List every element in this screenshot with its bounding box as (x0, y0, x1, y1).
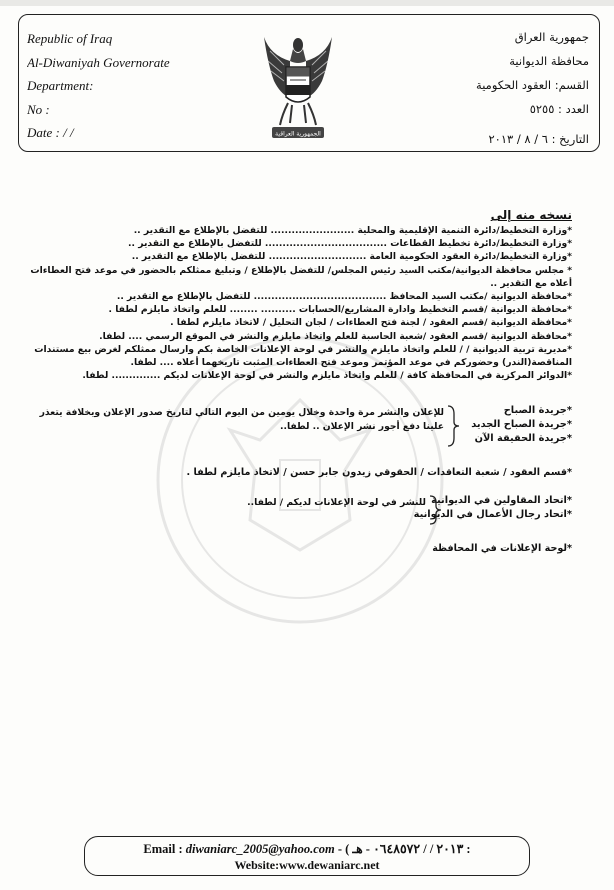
list-item: *مديرية تربية الديوانية / / للعلم واتخاذ مايلزم والنشر في لوحة الإعلانات الخاصة بكم وارسال ممثلكم لغرض بيع مستندات المناقصة(الندر) وحضوركم في موعد المؤتمر وموعد فتح العطاءات المثبت تاريخهما أعلاه .... لطفا. (34, 343, 572, 369)
brace-icon (446, 404, 460, 448)
letterhead-arabic (399, 25, 589, 151)
unions-group (18, 494, 572, 526)
letterhead-english (27, 27, 237, 145)
newspapers-list (462, 404, 572, 446)
number-en: No : (27, 101, 50, 117)
footer-contact-line (85, 841, 529, 857)
email-address[interactable]: diwaniarc_2005@yahoo.com (185, 842, 335, 856)
list-item: *محافظة الديوانية /قسم التخطيط وادارة المشاريع/الحسابات .......... ........ للعلم واتخاذ مايلزم لطفا . (108, 304, 572, 316)
unions-list (413, 494, 572, 522)
scan-edge (0, 0, 614, 6)
letterhead (18, 14, 600, 152)
union-item: *اتحاد رجال الأعمال في الديوانية (413, 509, 572, 521)
contracts-section-line: *قسم العقود / شعبة التعاقدات / الحقوقي زيدون جابر حسن / لاتخاذ مايلزم لطفا . (186, 467, 572, 479)
newspapers-note: للإعلان والنشر مرة واحدة وخلال يومين من اليوم التالي لتاريخ صدور الإعلان ويخلافة يتعذر علينا دفع أجور نشر الإعلان .. لطفا.. (39, 407, 444, 432)
date-en: Date : / / (27, 125, 74, 140)
website-link[interactable]: Website:www.dewaniarc.net (234, 858, 380, 872)
email-label: Email : (143, 842, 183, 856)
letter-footer (84, 836, 530, 876)
list-item: *وزارة التخطيط/دائرة العقود الحكومية العامة ............................ للتفضل بالإطلاع مع التقدير .. (131, 251, 572, 263)
union-item: *اتحاد المقاولين في الديوانية (431, 495, 572, 507)
notice-board-line: *لوحة الإعلانات في المحافظة (432, 543, 572, 555)
date-ar: التاريخ : ٦ / ٨ / ٢٠١٣ (488, 132, 589, 146)
list-item: * مجلس محافظة الديوانية/مكتب السيد رئيس المجلس/ للتفضل بالإطلاع / وتبليغ ممثلكم بالحضور في موعد فتح العطاءات أعلاه مع التقدير .. (30, 264, 572, 289)
copy-to-heading: نسخه منه إلى (490, 208, 572, 222)
governorate-en: Al-Diwaniyah Governorate (27, 54, 170, 70)
list-item: *محافظة الديوانية /مكتب السيد المحافظ ...................................... للتفضل بالإطلاع مع التقدير .. (116, 291, 572, 303)
country-en: Republic of Iraq (27, 31, 113, 46)
phone-number: - ( ٢٠١٣ / / ٠٦٤٨٥٧٢ - هـ : (337, 842, 471, 856)
unions-note: للنشر في لوحة الإعلانات لديكم / لطفا.. (247, 497, 426, 509)
emblem-caption: الجمهورية العراقية (275, 130, 321, 138)
newspaper-item: *جريدة الصباح الجديد (471, 419, 572, 431)
list-item: *محافظة الديوانية /قسم العقود / لجنة فتح العطاءات / لجان التحليل / لاتخاذ مايلزم لطفا . (170, 317, 572, 329)
department-en: Department: (27, 78, 94, 93)
list-item: *وزارة التخطيط/دائرة تخطيط القطاعات ................................... للتفضل بالإطلاع مع التقدير .. (128, 238, 572, 250)
list-item: *وزارة التخطيط/دائرة التنمية الإقليمية والمحلية ........................ للتفضل بالإطلاع مع التقدير .. (133, 225, 572, 236)
newspaper-item: *جريدة الصباح (503, 405, 572, 417)
country-ar: جمهورية العراق (514, 30, 589, 44)
eagle-emblem-icon (262, 31, 334, 145)
list-item: *محافظة الديوانية /قسم العقود /شعبة الحاسبة للعلم واتخاذ مايلزم والنشر في الموقع الرسمي .... لطفا. (99, 330, 572, 342)
department-ar: القسم: العقود الحكومية (476, 78, 589, 92)
list-item: *الدوائر المركزية في المحافظة كافة / للعلم واتخاذ مايلزم والنشر في لوحة الإعلانات لديكم .............. لطفا. (82, 370, 572, 382)
number-ar: العدد : ٥٢٥٥ (529, 102, 589, 116)
brace-icon (428, 494, 442, 526)
governorate-ar: محافظة الديوانية (509, 54, 589, 68)
newspaper-item: *جريدة الحقيقة الآن (474, 433, 572, 445)
distribution-list (18, 208, 572, 556)
newspapers-group (18, 404, 572, 448)
